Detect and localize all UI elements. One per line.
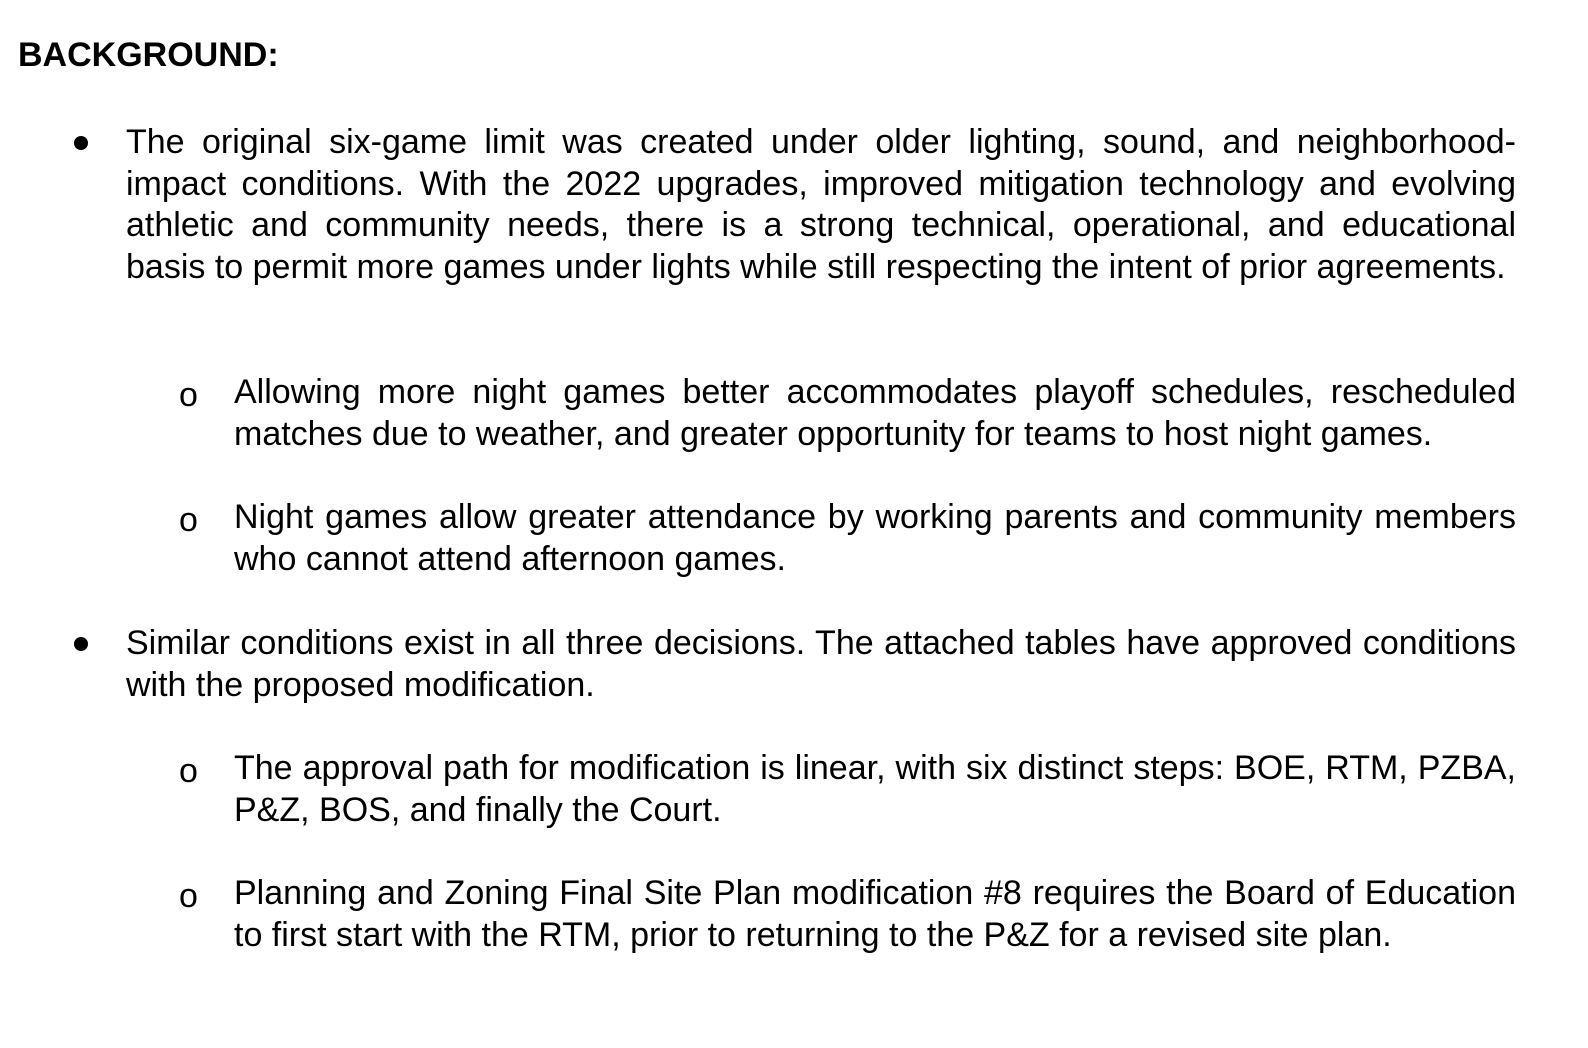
sub-bullet-marker: o	[179, 877, 198, 915]
bullet-item	[126, 122, 1516, 288]
section-heading: BACKGROUND:	[18, 36, 279, 74]
bullet-item	[126, 623, 1516, 706]
sub-bullet-marker: o	[179, 752, 198, 790]
sub-bullet-item	[179, 497, 1516, 580]
sub-bullet-text: Planning and Zoning Final Site Plan modification #8 requires the Board of Education to first start with the RTM, prior to returning to the P&Z for a revised site plan.	[234, 874, 1516, 954]
bullet-text: Similar conditions exist in all three decisions. The attached tables have approved conditions with the proposed modification.	[126, 624, 1516, 704]
sub-bullet-item	[179, 873, 1516, 956]
sub-bullet-item	[179, 372, 1516, 455]
sub-bullet-marker: o	[179, 501, 198, 539]
sub-bullet-marker: o	[179, 376, 198, 414]
bullet-text: The original six-game limit was created under older lighting, sound, and neighborhood-impact conditions. With the 2022 upgrades, improved mitigation technology and evolving athletic and community needs, there is a strong technical, operational, and educational basis to permit more games under lights while still respecting the intent of prior agreements.	[126, 123, 1516, 286]
bullet-dot-icon	[74, 637, 88, 651]
sub-bullet-text: Allowing more night games better accommodates playoff schedules, rescheduled matches due to weather, and greater opportunity for teams to host night games.	[234, 373, 1516, 453]
sub-bullet-text: Night games allow greater attendance by working parents and community members who cannot attend afternoon games.	[234, 498, 1516, 578]
sub-bullet-item	[179, 748, 1516, 831]
bullet-dot-icon	[74, 136, 88, 150]
sub-bullet-text: The approval path for modification is linear, with six distinct steps: BOE, RTM, PZBA, P&Z, BOS, and finally the Court.	[234, 749, 1516, 829]
